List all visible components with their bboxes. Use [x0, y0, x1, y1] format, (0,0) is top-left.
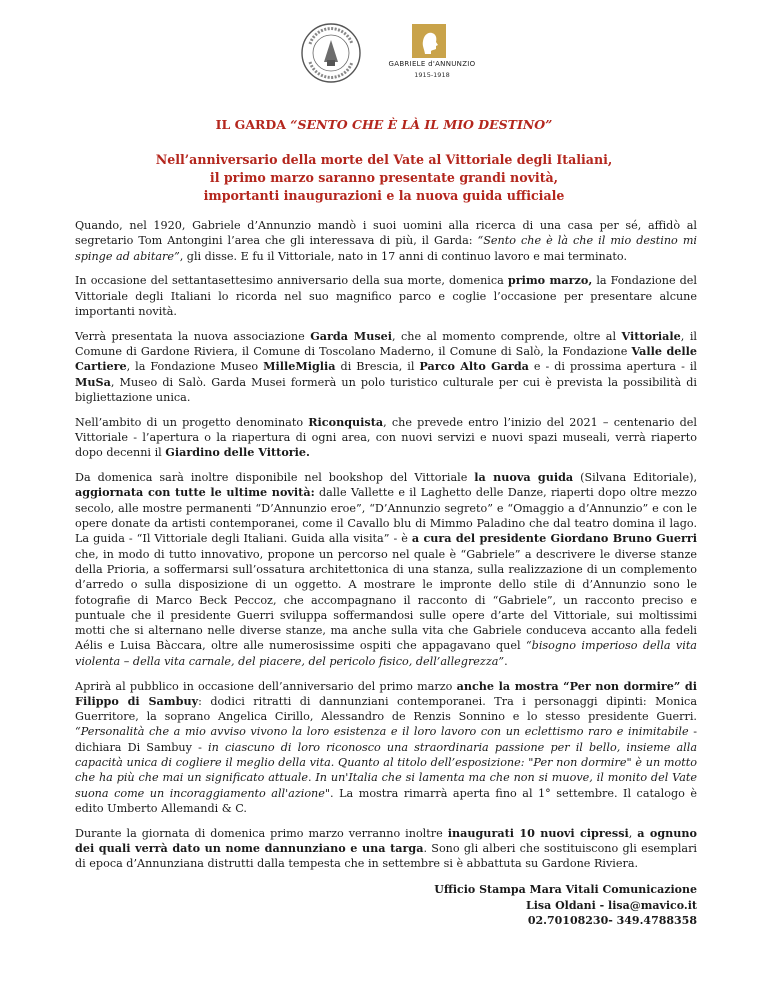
p7-text: . Sono gli alberi che sostituiscono gli esemplari di epoca d’Annunziana distrutti dalla tempesta che in settembre si è abbattuta su Gardone Riviera. — [75, 841, 697, 871]
p5-text: (Silvana Editoriale), — [573, 471, 697, 485]
p6-text: Aprirà al pubblico in occasione dell’anniversario del primo marzo — [75, 679, 457, 693]
p3-bold: Garda Musei — [310, 328, 392, 343]
paragraph-3 — [75, 329, 697, 405]
signature-line-1: Ufficio Stampa Mara Vitali Comunicazione — [434, 883, 697, 896]
paragraph-4 — [75, 415, 697, 461]
p1-text: Quando, nel 1920, Gabriele d’Annunzio mandò i suoi uomini alla ricerca di una casa per sé, affidò al segretario Tom Antongini l’area che gli interessava di più, il Garda: — [75, 219, 697, 248]
p6-text: . La mostra rimarrà aperta fino al 1° settembre. Il catalogo è edito Umberto Allemandi & C. — [75, 786, 697, 815]
p7-bold: a ognuno dei quali verrà dato un nome dannunziano e una targa — [75, 825, 698, 855]
p3-bold: Vittoriale — [621, 328, 681, 343]
vittoriale-seal-logo — [300, 22, 362, 84]
signature-line-2: Lisa Oldani - lisa@mavico.it — [526, 898, 697, 912]
logo-dates: 1915-1918 — [414, 71, 450, 79]
headline-quote: “SENTO CHE È LÀ IL MIO DESTINO” — [290, 117, 553, 132]
p6-bold: anche la mostra “Per non dormire” di Filippo di Sambuy — [75, 678, 697, 708]
p2-text: In occasione del settantasettesimo anniversario della sua morte, domenica — [75, 274, 508, 288]
paragraph-7 — [75, 826, 697, 872]
p7-text: Durante la giornata di domenica primo marzo verranno inoltre — [75, 826, 448, 840]
p5-text: . — [504, 654, 508, 668]
p3-text: , che al momento comprende, oltre al — [392, 329, 622, 343]
p3-text: di Brescia, il — [335, 360, 420, 374]
p7-text: , — [628, 826, 638, 840]
logo-name: GABRIELE d'ANNUNZIO — [388, 60, 476, 68]
p6-quote: in ciascuno di loro riconosco una straordinaria passione per il bello, insieme alla capacità unica di cogliere il meglio della vita. Quanto al titolo dell’esposizione: "Per non dormire" è un motto che ha più che mai un significato attuale. In un'Italia che si lamenta ma che non si muove, il monito del Vate suona come un incoraggiamento all'azione" — [75, 740, 697, 800]
p4-bold: Giardino delle Vittorie. — [165, 445, 310, 460]
p3-text: e - di prossima apertura - il — [528, 360, 697, 374]
p4-text: , che prevede entro l’inizio del 2021 – centenario del Vittoriale - l’apertura o la riapertura di ogni area, con nuovi servizi e nuovi spazi museali, verrà riaperto dopo decenni il — [75, 415, 697, 460]
headline — [0, 117, 768, 132]
p5-bold: aggiornata con tutte le ultime novità: — [75, 485, 315, 500]
article-body — [75, 218, 697, 881]
p1-quote: “Sento che è là che il mio destino mi spinge ad abitare” — [75, 234, 698, 263]
subhead-line-1: Nell’anniversario della morte del Vate al Vittoriale degli Italiani, — [155, 152, 613, 167]
dannunzio-profile-icon — [412, 24, 446, 58]
p1-text-2: , gli disse. E fu il Vittoriale, nato in 17 anni di continuo lavoro e mai terminato. — [179, 249, 627, 263]
signature-line-3: 02.70108230- 349.4788358 — [527, 914, 697, 927]
press-office-signature — [397, 882, 697, 929]
p5-bold: la nuova guida — [474, 470, 574, 485]
p5-bold: a cura del presidente Giordano Bruno Guerri — [411, 531, 697, 546]
header-logos — [300, 22, 480, 84]
p4-text: Nell’ambito di un progetto denominato — [75, 415, 309, 429]
p5-text: dalle Vallette e il Laghetto delle Danze, riaperti dopo oltre mezzo secolo, alle mostre permanenti “D’Annunzio eroe”, “D’Annunzio segreto” e “Omaggio a d’Annunzio” e con le opere donate da artisti contemporanei, come il Cavallo blu di Mimmo Paladino che dal teatro domina il lago. La guida - “Il Vittoriale degli Italiani. Guida alla visita” - è — [75, 486, 697, 546]
p4-bold: Riconquista — [308, 414, 384, 429]
p3-text: , il Comune di Gardone Riviera, il Comune di Toscolano Maderno, il Comune di Salò, la Fondazione — [75, 329, 697, 359]
p3-text: , la Fondazione Museo — [126, 360, 264, 374]
p2-bold: primo marzo, — [507, 273, 593, 288]
paragraph-1 — [75, 218, 697, 264]
p6-text: - dichiara Di Sambuy - — [75, 725, 698, 754]
p3-bold: Valle delle Cartiere — [75, 344, 697, 374]
paragraph-5 — [75, 470, 697, 669]
p3-bold: MilleMiglia — [263, 359, 336, 374]
p3-bold: MuSa — [75, 374, 111, 389]
p6-quote: “Personalità che a mio avviso vivono la loro esistenza e il loro lavoro con un eclettismo raro e inimitabile — [75, 725, 689, 739]
p3-bold: Parco Alto Garda — [419, 359, 529, 374]
paragraph-2 — [75, 273, 697, 319]
subheadline — [110, 151, 658, 205]
p5-quote: “bisogno imperioso della vita violenta – della vita carnale, del piacere, del pericolo fisico, dell’allegrezza” — [75, 639, 697, 668]
subhead-line-3: importanti inaugurazioni e la nuova guida ufficiale — [203, 188, 565, 203]
headline-prefix: IL GARDA — [215, 117, 291, 132]
paragraph-6 — [75, 679, 697, 817]
subhead-line-2: il primo marzo saranno presentate grandi novità, — [209, 170, 559, 185]
p6-text: : dodici ritratti di dannunziani contemporanei. Tra i personaggi dipinti: Monica Guerritore, la soprano Angelica Cirillo, Alessandro de Renzis Sonnino e lo stesso presidente Guerri. — [75, 694, 697, 724]
gabriele-dannunzio-logo — [382, 24, 482, 84]
p5-text: Da domenica sarà inoltre disponibile nel bookshop del Vittoriale — [75, 471, 475, 485]
p5-text: che, in modo di tutto innovativo, propone un percorso nel quale è “Gabriele” a descrivere le diverse stanze della Prioria, a soffermarsi sull’ossatura architettonica di una stanza, sulla realizzazione di un complemento d’arredo o sulla disposizione di un oggetto. A mostrare le impronte dello stile di d’Annunzio sono le fotografie di Marco Beck Peccoz, che accompagnano il racconto di “Gabriele”, un racconto preciso e puntuale che il presidente Guerri sviluppa soffermandosi sulle opere d’arte del Vittoriale, sui moltissimi motti che si alternano nelle diverse stanze, ma anche sulla vita che Gabriele conduceva accanto alla fedeli Aélis e Luisa Bàccara, oltre alle numerosissime ospiti che appagavano quel — [75, 547, 697, 653]
p3-text: , Museo di Salò. Garda Musei formerà un polo turistico culturale per cui è prevista la possibilità di bigliettazione unica. — [75, 375, 697, 404]
p2-text-2: la Fondazione del Vittoriale degli Italiani lo ricorda nel suo magnifico parco e coglie l’occasione per presentare alcune importanti novità. — [75, 274, 698, 318]
p7-bold: inaugurati 10 nuovi cipressi — [447, 825, 629, 840]
p3-text: Verrà presentata la nuova associazione — [75, 329, 311, 343]
